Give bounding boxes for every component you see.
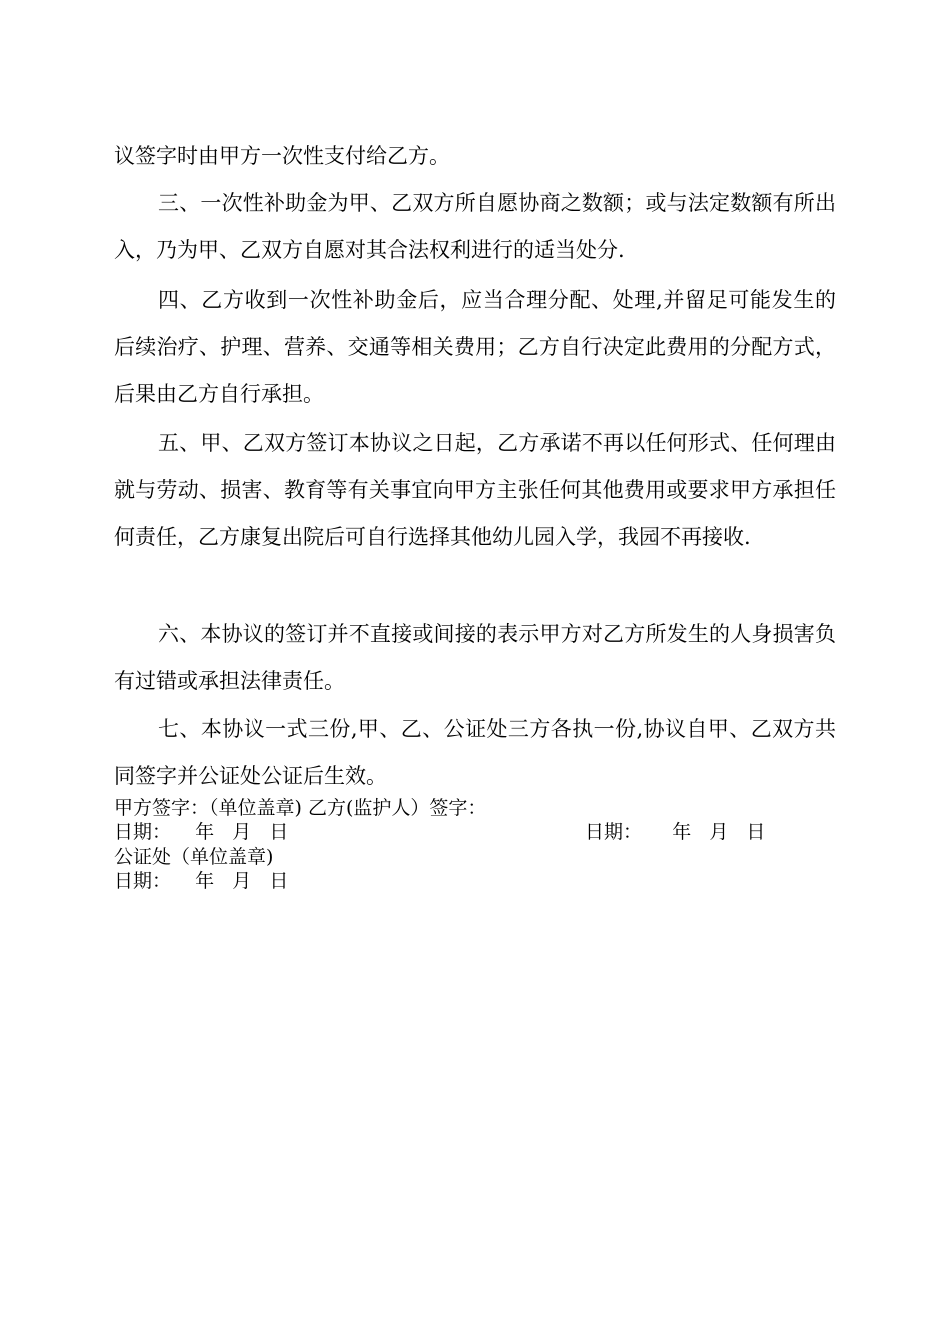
- clause-6: 六、本协议的签订并不直接或间接的表示甲方对乙方所发生的人身损害负有过错或承担法律责任。: [114, 622, 836, 693]
- notary-signature: 公证处（单位盖章): [114, 846, 274, 868]
- clause-3: 三、一次性补助金为甲、乙双方所自愿协商之数额；或与法定数额有所出入，乃为甲、乙双方自愿对其合法权利进行的适当处分.: [114, 191, 836, 262]
- notary-date: 日期： 年 月 日: [114, 870, 289, 892]
- clause-7: 七、本协议一式三份,甲、乙、公证处三方各执一份,协议自甲、乙双方共同签字并公证处公证后生效。: [114, 717, 836, 788]
- party-a-date: 日期： 年 月 日: [114, 821, 289, 843]
- paragraph-continuation: 议签字时由甲方一次性支付给乙方。: [114, 144, 450, 168]
- party-b-date: 日期： 年 月 日: [585, 821, 766, 843]
- clause-4: 四、乙方收到一次性补助金后，应当合理分配、处理,并留足可能发生的后续治疗、护理、营养、交通等相关费用；乙方自行决定此费用的分配方式，后果由乙方自行承担。: [114, 288, 836, 406]
- clause-5: 五、甲、乙双方签订本协议之日起，乙方承诺不再以任何形式、任何理由就与劳动、损害、教育等有关事宜向甲方主张任何其他费用或要求甲方承担任何责任，乙方康复出院后可自行选择其他幼儿园入学，我园不再接收.: [114, 431, 836, 549]
- party-signatures-line: 甲方签字：（单位盖章) 乙方(监护人）签字：: [114, 797, 487, 819]
